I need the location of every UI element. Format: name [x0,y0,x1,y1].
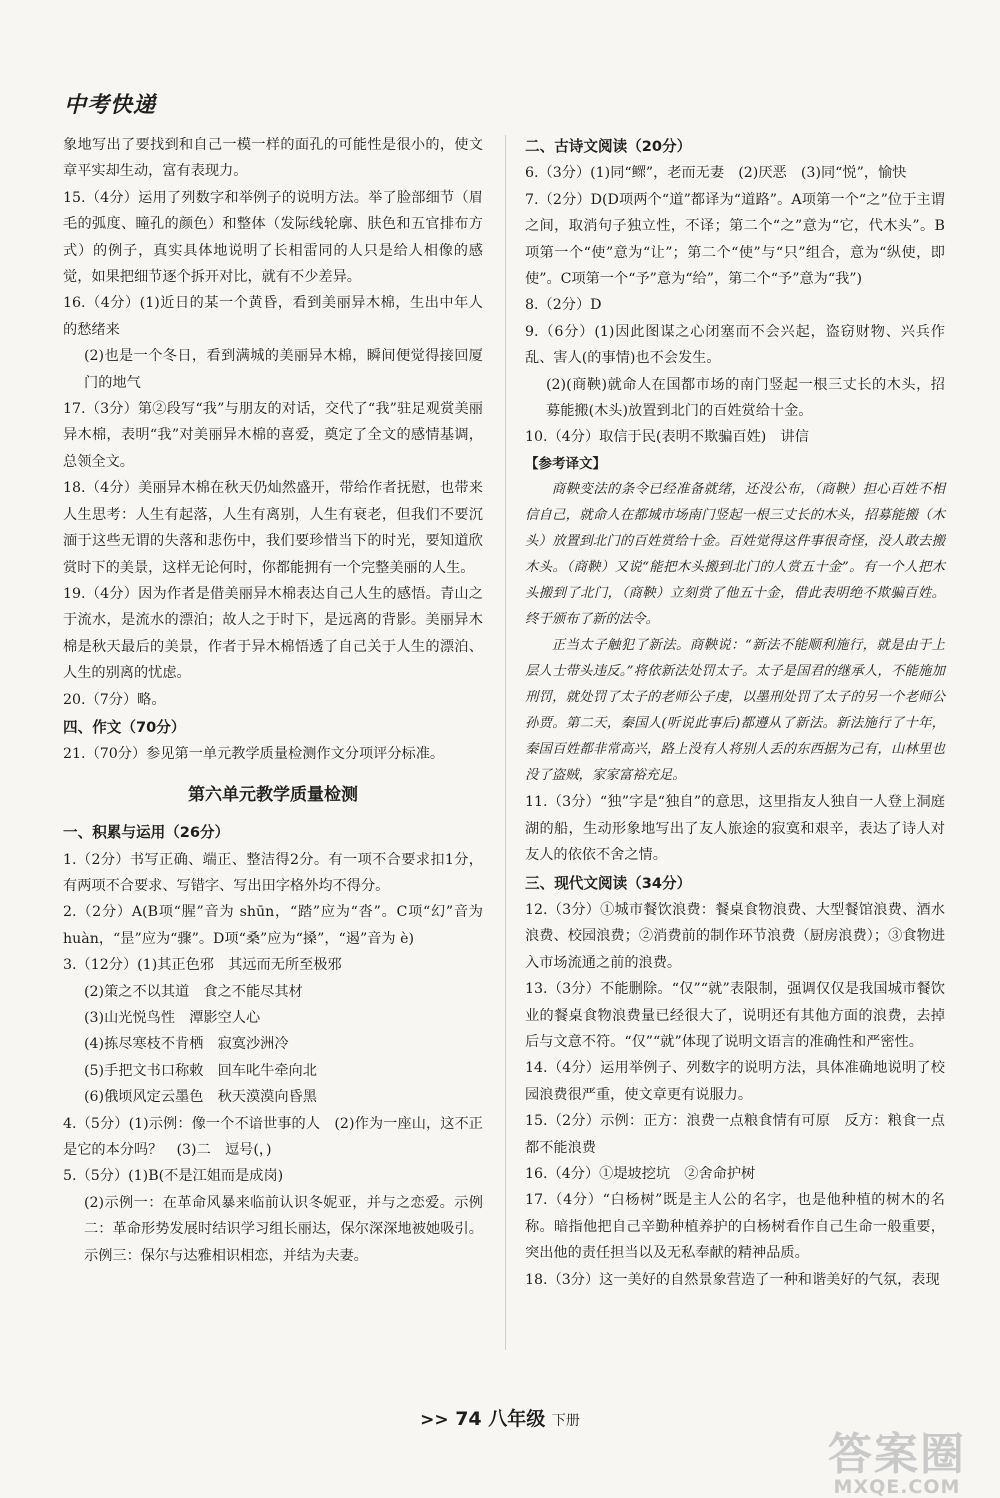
answer-subitem: (4)拣尽寒枝不肯栖 寂寞沙洲冷 [84,1036,289,1053]
answer-item: 18.（4分）美丽异木棉在秋天仍灿然盛开，带给作者抚慰，也带来人生思考：人生有起落，人生有离别，人生有衰老，但我们不要沉湎于这些无谓的失落和悲伤中，我们要珍惜当下的时光，要知道欣赏时下的美景，这样无论何时，你都能拥有一个完整美丽的人生。 [63,480,483,576]
section-heading: 二、古诗文阅读（20分） [525,138,692,155]
brand-title: 中考快递 [64,93,157,118]
answer-item: 15.（4分）运用了列数字和举例子的说明方法。举了脸部细节（眉毛的弧度、瞳孔的颜色）和整体（发际线轮廓、肤色和五官排布方式）的例子，真实具体地说明了长相雷同的人只是给人相像的感觉，如果把细节逐个拆开对比，就有不少差异。 [63,189,483,286]
answer-item: 16.（4分）①堤坡挖坑 ②舍命护树 [525,1165,756,1182]
answer-item: 17.（4分）“白杨树”既是主人公的名字，也是他种植的树木的名称。暗指他把自己辛勤种植养护的白杨树看作自己生命一般重要，突出他的责任担当以及无私奉献的精神品质。 [525,1192,945,1262]
right-column [525,132,945,1293]
answer-item: 10.（4分）取信于民(表明不欺骗百姓) 讲信 [525,429,809,446]
answer-item: 21.（70分）参见第一单元教学质量检测作文分项评分标准。 [63,746,445,763]
answer-item: 20.（7分）略。 [63,691,166,708]
answer-item: 3.（12分）(1)其正色邪 其远而无所至极邪 [63,957,342,974]
answer-subitem: (3)山光悦鸟性 潭影空人心 [84,1010,261,1026]
unit-title: 第六单元教学质量检测 [188,784,358,805]
answer-item: 13.（3分）不能删除。“仅”“就”表限制，强调仅仅是我国城市餐饮业的餐桌食物浪费量已经很大了，说明还有其他方面的浪费，去掉后与文意不符。“仅”“就”体现了说明文语言的准确性和严密性。 [525,981,945,1050]
translation-paragraph: 商鞅变法的条令已经准备就绪，还没公布，（商鞅）担心百姓不相信自己，就命人在都城市场南门竖起一根三丈长的木头，招募能搬（木头）放置到北门的百姓赏给十金。百姓觉得这件事很奇怪，没人敢去搬木头。（商鞅）又说“能把木头搬到北门的人赏五十金”。有一个人把木头搬到了北门，（商鞅）立刻赏了他五十金，借此表明绝不欺骗百姓。终于颁布了新的法令。 [525,482,945,628]
answer-subitem: (5)手把文书口称敕 回车叱牛牵向北 [84,1062,317,1079]
watermark-logo [828,1418,966,1498]
answer-item: 4.（5分）(1)示例：像一个不谙世事的人 (2)作为一座山，这不正是它的本分吗？ (3)二 逗号(，) [63,1115,483,1159]
section-heading: 三、现代文阅读（34分） [525,874,692,892]
answer-item: 2.（2分）A(B项“腥”音为 shūn，“踏”应为“沓”。C项“幻”音为huàn，“昰”应为“骤”。D项“桑”应为“搡”，“遏”音为 è) [63,904,483,947]
answer-subitem: (2)策之不以其道 食之不能尽其材 [84,983,303,1000]
answer-item: 7.（2分）D(D项两个“道”都译为“道路”。A项第一个“之”位于主谓之间，取消句子独立性，不译；第二个“之”意为“它，代木头”。B项第一个“使”意为“让”；第二个“使”与“只”组合，意为“纵使，即使”。C项第一个“予”意为“给”，第二个“予”意为“我”) [525,191,945,288]
answer-subitem: (2)也是一个冬日，看到满城的美丽异木棉，瞬间便觉得接回厦门的地气 [84,348,483,391]
section-heading: 一、积累与运用（26分） [63,824,230,842]
reference-translation-heading: 【参考译文】 [525,455,606,472]
watermark-text: 答案圈 [828,1429,966,1480]
answer-item: 15.（2分）示例：正方：浪费一点粮食情有可原 反方：粮食一点都不能浪费 [525,1113,945,1156]
answer-item: 1.（2分）书写正确、端正、整洁得2分。有一项不合要求扣1分，有两项不合要求、写错字、写出田字格外均不得分。 [63,851,483,894]
answer-item: 19.（4分）因为作者是借美丽异木棉表达自己人生的感悟。青山之于流水，是流水的漂泊；故人之于时下，是远离的背影。美丽异木棉是秋天最后的美景，作者于异木棉悟透了自己关于人生的漂泊、人生的别离的忧虑。 [63,585,483,682]
answer-item: 6.（3分）(1)同“鳏”，老而无妻 (2)厌恶 (3)同“悦”，愉快 [525,165,907,182]
section-heading: 四、作文（70分） [63,718,186,736]
left-column [63,132,483,1269]
answer-item: 18.（3分）这一美好的自然景象营造了一种和谐美好的气氛，表现 [525,1271,940,1288]
answer-item: 11.（3分）“独”字是“独自”的意思，这里指友人独自一人登上洞庭湖的船，生动形象地写出了友人旅途的寂寞和艰辛，表达了诗人对友人的依依不舍之情。 [525,794,945,864]
answer-subitem: (2)示例一：在革命风暴来临前认识冬妮亚，并与之恋爱。示例二：革命形势发展时结识学习组长丽达，保尔深深地被她吸引。示例三：保尔与达雅相识相恋，并结为夫妻。 [84,1194,483,1264]
answer-item: 9.（6分）(1)因此图谋之心闭塞而不会兴起，盗窃财物、兴兵作乱、害人(的事情)也不会发生。 [525,323,945,367]
answer-item: 17.（3分）第②段写“我”与朋友的对话，交代了“我”驻足观赏美丽异木棉，表明“我”对美丽异木棉的喜爱，奠定了全文的感情基调，总领全文。 [63,401,483,470]
double-chevron-icon: >> [420,1410,449,1430]
grade-label: 八年级 [488,1408,546,1430]
page-number: 74 [455,1408,482,1430]
answer-item: 12.（3分）①城市餐饮浪费：餐桌食物浪费、大型餐馆浪费、酒水浪费、校园浪费；②消费前的制作环节浪费（厨房浪费）；③食物进入市场流通之前的浪费。 [525,901,945,971]
answer-item: 14.（4分）运用举例子、列数字的说明方法，具体准确地说明了校园浪费很严重，使文章更有说服力。 [525,1060,945,1103]
volume-label: 下册 [551,1413,580,1429]
watermark-url: MXQE.COM [833,1476,961,1498]
answer-item: 象地写出了要找到和自己一模一样的面孔的可能性是很小的，使文章平实却生动，富有表现力。 [63,137,483,180]
column-divider [505,135,506,1350]
answer-item: 8.（2分）D [525,297,602,314]
answer-item: 5.（5分）(1)B(不是江姐而是成岗) [63,1168,284,1185]
translation-paragraph: 正当太子触犯了新法。商鞅说：“新法不能顺利施行，就是由于上层人士带头违反。”将依新法处罚太子。太子是国君的继承人，不能施加刑罚，就处罚了太子的老师公子虔，以墨刑处罚了太子的另一个老师公孙贾。第二天，秦国人(听说此事后)都遵从了新法。新法施行了十年，秦国百姓都非常高兴，路上没有人将别人丢的东西据为己有，山林里也没了盗贼，家家富裕充足。 [525,638,945,784]
answer-item: 16.（4分）(1)近日的某一个黄昏，看到美丽异木棉，生出中年人的愁绪来 [63,295,483,338]
answer-subitem: (2)(商鞅)就命人在国都市场的南门竖起一根三丈长的木头，招募能搬(木头)放置到北门的百姓赏给十金。 [546,376,945,420]
answer-subitem: (6)俄顷风定云墨色 秋天漠漠向昏黑 [84,1089,317,1106]
